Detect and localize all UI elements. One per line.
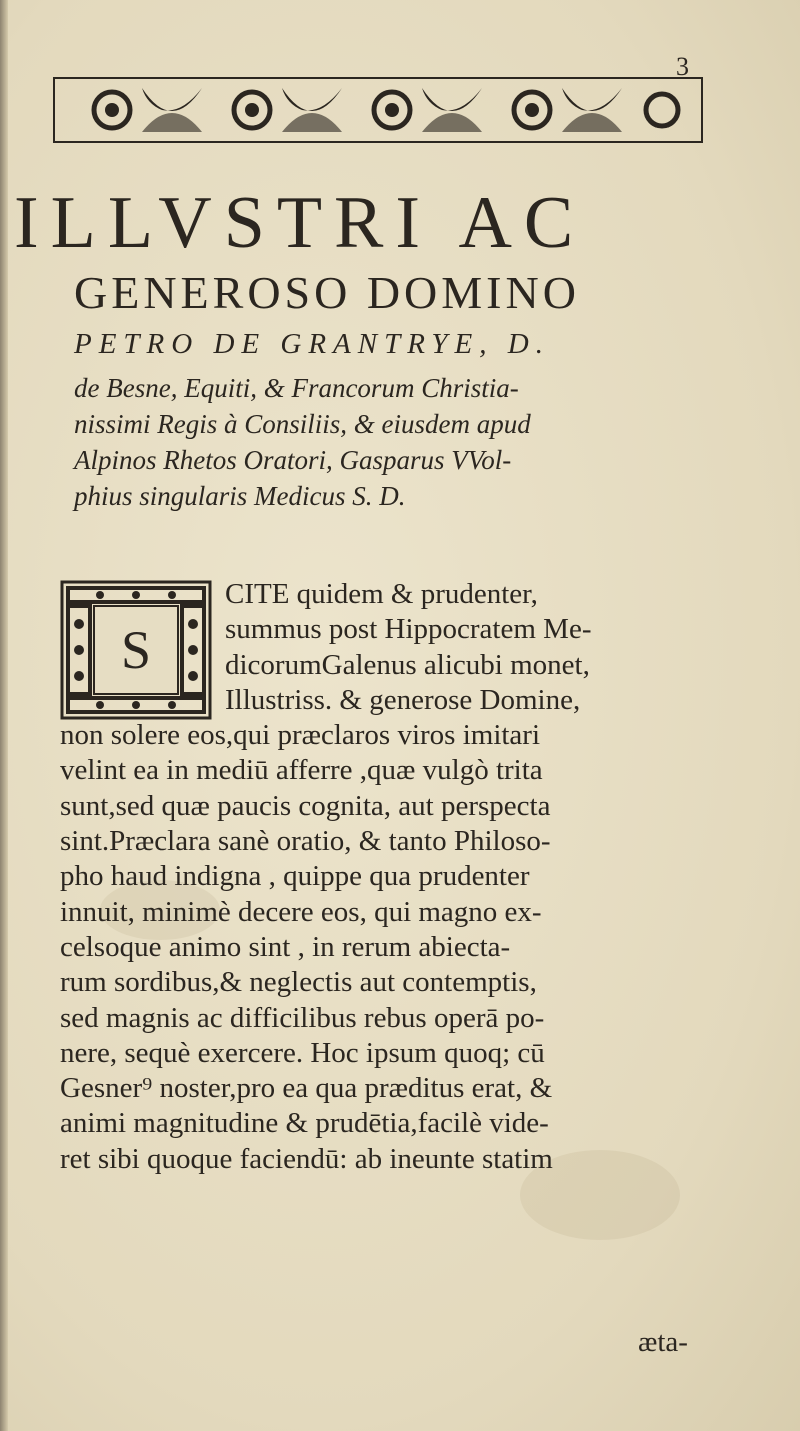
heading-line-2: GENEROSO DOMINO xyxy=(74,267,580,318)
text-line: Gesner⁹ noster,pro ea qua præditus erat, & xyxy=(60,1072,553,1105)
text-line: nere, sequè exercere. Hoc ipsum quoq; cū xyxy=(60,1036,545,1069)
initial-letter: S xyxy=(120,620,152,680)
text-line: non solere eos,qui præclaros viros imitari xyxy=(60,719,541,752)
heading-line-1: ILLVSTRI AC xyxy=(14,182,586,264)
dedication-line: phius singularis Medicus S. D. xyxy=(74,481,406,511)
text-line: sunt,sed quæ paucis cognita, aut perspecta xyxy=(60,789,551,822)
text-line: celsoque animo sint , in rerum abiecta- xyxy=(60,930,511,963)
text-line: pho haud indigna , quippe qua prudenter xyxy=(60,860,530,893)
heading-line-3: PETRO DE GRANTRYE, D. xyxy=(74,328,550,360)
text-line: rum sordibus,& neglectis aut contemptis, xyxy=(60,966,537,999)
folio-number: 3 xyxy=(676,52,689,81)
body-text xyxy=(60,577,710,1177)
text-line: sint.Præclara sanè oratio, & tanto Philoso- xyxy=(60,825,551,858)
text-line: CITE quidem & prudenter, xyxy=(225,578,538,610)
text-line: sed magnis ac difficilibus rebus operā po- xyxy=(60,1001,545,1034)
text-line: ret sibi quoque faciendū: ab ineunte statim xyxy=(60,1142,553,1175)
text-line: summus post Hippocratem Me- xyxy=(225,613,592,646)
text-line: innuit, minimè decere eos, qui magno ex- xyxy=(60,895,542,928)
text-line: Illustriss. & generose Domine, xyxy=(225,683,581,716)
dedication-line: Alpinos Rhetos Oratori, Gasparus VVol- xyxy=(74,445,512,475)
text-line: dicorumGalenus alicubi monet, xyxy=(225,648,590,681)
dedication-line: de Besne, Equiti, & Francorum Christia- xyxy=(74,373,519,403)
catchword: æta- xyxy=(638,1326,688,1358)
page-edge xyxy=(0,0,8,1431)
text-line: velint ea in mediū afferre ,quæ vulgò trita xyxy=(60,754,543,787)
dedication-line: nissimi Regis à Consiliis, & eiusdem apud xyxy=(74,409,531,439)
dedication-block xyxy=(74,370,714,514)
text-line: animi magnitudine & prudētia,facilè vide- xyxy=(60,1107,549,1140)
headpiece-ornament xyxy=(52,74,704,146)
